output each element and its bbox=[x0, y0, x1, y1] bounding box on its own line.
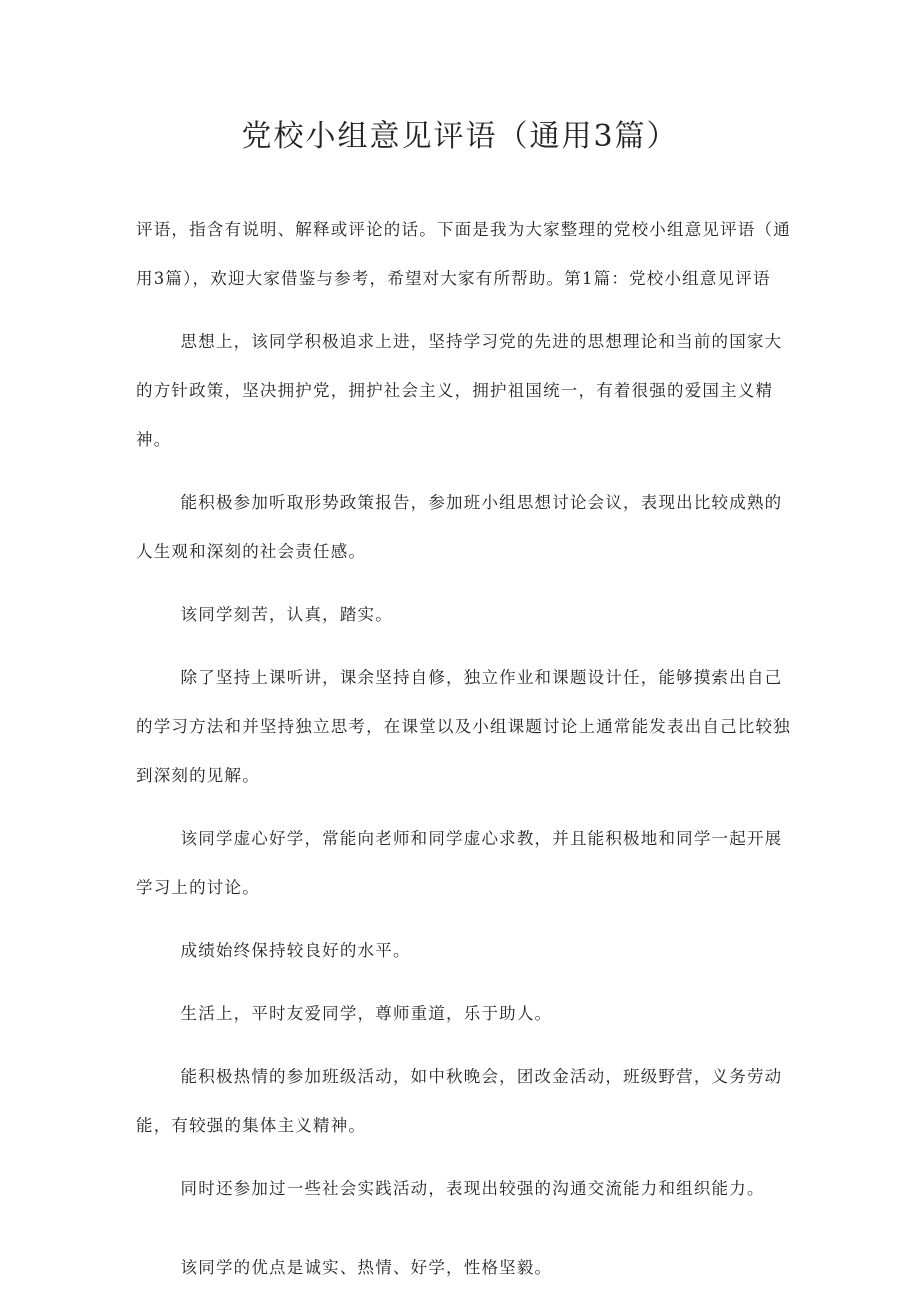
body-paragraph: 该同学的优点是诚实、热情、好学，性格坚毅。 bbox=[180, 1258, 553, 1277]
body-paragraph: 同时还参加过一些社会实践活动，表现出较强的沟通交流能力和组织能力。 bbox=[180, 1179, 765, 1198]
intro-paragraph: 评语，指含有说明、解释或评论的话。下面是我为大家整理的党校小组意见评语（通用3篇），欢迎大家借鉴与参考，希望对大家有所帮助。第1篇：党校小组意见评语 bbox=[136, 220, 791, 288]
body-paragraph: 思想上，该同学积极追求上进，坚持学习党的先进的思想理论和当前的国家大的方针政策，坚决拥护党，拥护社会主义，拥护祖国统一，有着很强的爱国主义精神。 bbox=[136, 332, 783, 449]
body-paragraph: 能积极热情的参加班级活动，如中秋晚会，团改金活动，班级野营，义务劳动能，有较强的集体主义精神。 bbox=[136, 1067, 783, 1135]
body-paragraph: 除了坚持上课听讲，课余坚持自修，独立作业和课题设计任，能够摸索出自己的学习方法和并坚持独立思考，在课堂以及小组课题讨论上通常能发表出自己比较独到深刻的见解。 bbox=[136, 668, 791, 785]
body-paragraph: 成绩始终保持较良好的水平。 bbox=[180, 941, 411, 960]
document-title: 党校小组意见评语（通用3篇） bbox=[241, 119, 679, 154]
document-body bbox=[136, 205, 796, 1306]
body-paragraph: 能积极参加听取形势政策报告，参加班小组思想讨论会议，表现出比较成熟的人生观和深刻的社会责任感。 bbox=[136, 493, 783, 561]
body-paragraph: 生活上，平时友爱同学，尊师重道，乐于助人。 bbox=[180, 1004, 553, 1023]
body-paragraph: 该同学刻苦，认真，踏实。 bbox=[180, 605, 393, 624]
body-paragraph: 该同学虚心好学，常能向老师和同学虚心求教，并且能积极地和同学一起开展学习上的讨论。 bbox=[136, 829, 783, 897]
